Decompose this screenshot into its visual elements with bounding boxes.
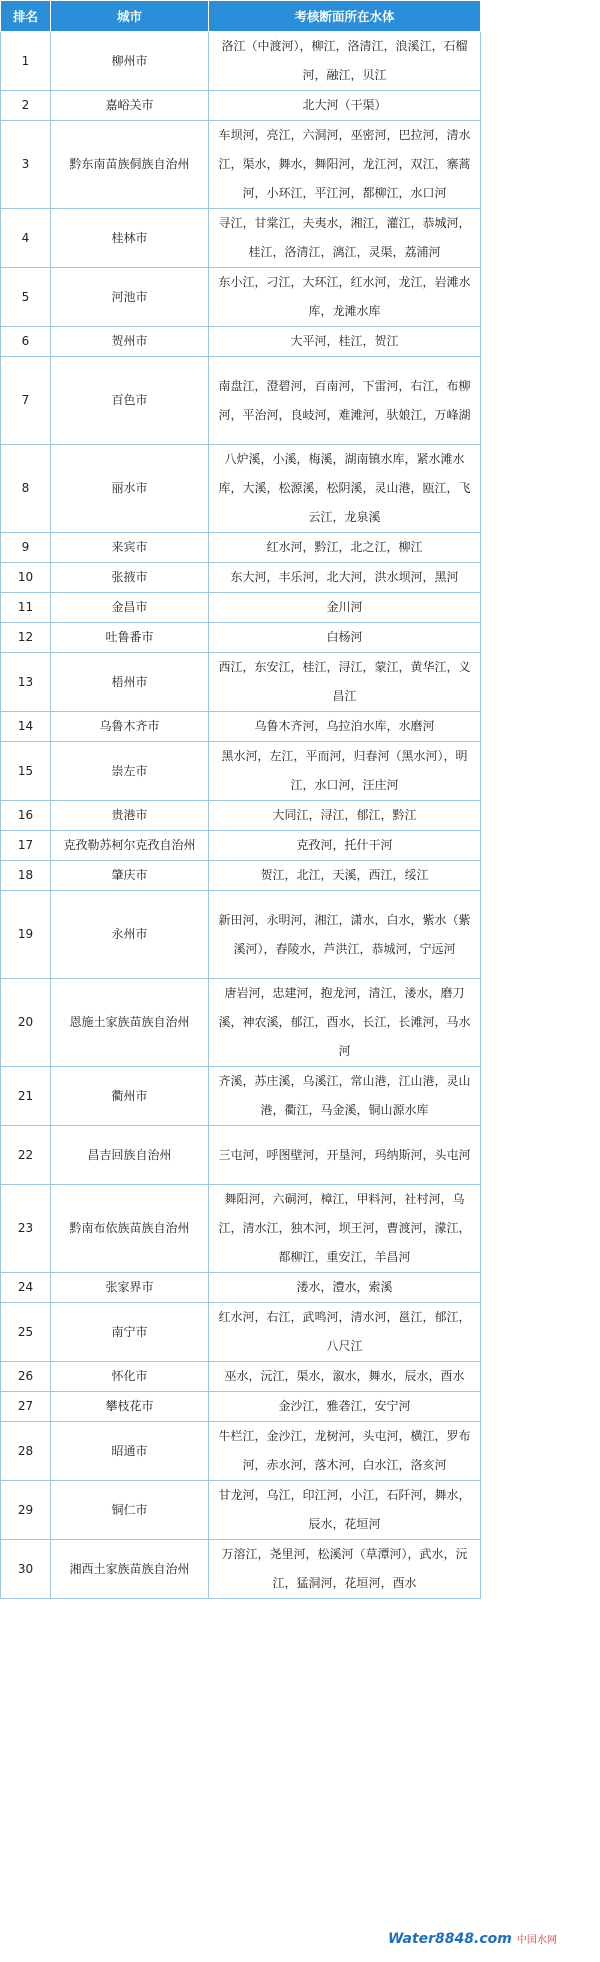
water-cell: 寻江，甘棠江，夫夷水，湘江，灌江，恭城河，桂江，洛清江，漓江，灵渠，荔浦河	[209, 209, 481, 268]
header-water: 考核断面所在水体	[209, 1, 481, 32]
city-cell: 黔南布依族苗族自治州	[51, 1185, 209, 1273]
table-body	[1, 32, 481, 1599]
rank-cell: 3	[1, 121, 51, 209]
water-cell: 万溶江，尧里河，松溪河（草潭河），武水，沅江，猛洞河，花垣河，酉水	[209, 1540, 481, 1599]
rank-cell: 15	[1, 742, 51, 801]
water-cell: 车坝河，亮江，六洞河，巫密河，巴拉河，清水江，渠水，舞水，舞阳河，龙江河，双江，寨蒿河，小环江，平江河，都柳江，水口河	[209, 121, 481, 209]
rank-cell: 28	[1, 1422, 51, 1481]
table-row	[1, 1303, 481, 1362]
table-row	[1, 891, 481, 979]
table-row	[1, 653, 481, 712]
city-cell: 黔东南苗族侗族自治州	[51, 121, 209, 209]
water-cell: 乌鲁木齐河，乌拉泊水库，水磨河	[209, 712, 481, 742]
rank-cell: 6	[1, 327, 51, 357]
city-cell: 河池市	[51, 268, 209, 327]
city-cell: 梧州市	[51, 653, 209, 712]
table-row	[1, 1392, 481, 1422]
water-cell: 红水河，右江，武鸣河，清水河，邕江，郁江，八尺江	[209, 1303, 481, 1362]
table-row	[1, 121, 481, 209]
water-cell: 新田河，永明河，湘江，潇水，白水，紫水（紫溪河），舂陵水，芦洪江，恭城河，宁远河	[209, 891, 481, 979]
city-cell: 张家界市	[51, 1273, 209, 1303]
table-row	[1, 1481, 481, 1540]
water-cell: 唐岩河，忠建河，抱龙河，清江，溇水，磨刀溪，神农溪，郁江，酉水，长江，长滩河，马水河	[209, 979, 481, 1067]
city-cell: 百色市	[51, 357, 209, 445]
water-cell: 红水河，黔江，北之江，柳江	[209, 533, 481, 563]
water-cell: 大平河，桂江，贺江	[209, 327, 481, 357]
city-cell: 昭通市	[51, 1422, 209, 1481]
rank-cell: 18	[1, 861, 51, 891]
water-cell: 大同江，浔江，郁江，黔江	[209, 801, 481, 831]
rank-cell: 2	[1, 91, 51, 121]
water-cell: 牛栏江，金沙江，龙树河，头屯河，横江，罗布河，赤水河，落木河，白水江，洛亥河	[209, 1422, 481, 1481]
rank-cell: 12	[1, 623, 51, 653]
table-header-row	[1, 1, 481, 32]
city-cell: 乌鲁木齐市	[51, 712, 209, 742]
table-row	[1, 801, 481, 831]
rank-cell: 23	[1, 1185, 51, 1273]
city-cell: 嘉峪关市	[51, 91, 209, 121]
header-city: 城市	[51, 1, 209, 32]
city-cell: 张掖市	[51, 563, 209, 593]
table-row	[1, 32, 481, 91]
table-row	[1, 831, 481, 861]
watermark-logo	[388, 1928, 557, 1947]
rank-cell: 27	[1, 1392, 51, 1422]
rank-cell: 26	[1, 1362, 51, 1392]
table-row	[1, 1067, 481, 1126]
table-row	[1, 1273, 481, 1303]
rank-cell: 13	[1, 653, 51, 712]
city-cell: 贵港市	[51, 801, 209, 831]
rank-cell: 7	[1, 357, 51, 445]
table-row	[1, 357, 481, 445]
city-cell: 贺州市	[51, 327, 209, 357]
water-cell: 黑水河，左江，平而河，归春河（黑水河），明江，水口河，汪庄河	[209, 742, 481, 801]
rank-cell: 30	[1, 1540, 51, 1599]
table-row	[1, 209, 481, 268]
watermark-main: Water8848.com	[388, 1931, 512, 1947]
rank-cell: 14	[1, 712, 51, 742]
water-cell: 甘龙河，乌江，印江河，小江，石阡河，舞水，辰水，花垣河	[209, 1481, 481, 1540]
table-row	[1, 861, 481, 891]
city-cell: 南宁市	[51, 1303, 209, 1362]
city-cell: 昌吉回族自治州	[51, 1126, 209, 1185]
city-cell: 桂林市	[51, 209, 209, 268]
rank-cell: 8	[1, 445, 51, 533]
table-row	[1, 742, 481, 801]
city-cell: 恩施土家族苗族自治州	[51, 979, 209, 1067]
table-row	[1, 712, 481, 742]
water-cell: 舞阳河，六硐河，樟江，甲料河，社村河，乌江，清水江，独木河，坝王河，曹渡河，濛江，都柳江，重安江，羊昌河	[209, 1185, 481, 1273]
table-row	[1, 1540, 481, 1599]
rank-cell: 1	[1, 32, 51, 91]
city-cell: 湘西土家族苗族自治州	[51, 1540, 209, 1599]
water-cell: 洛江（中渡河），柳江，洛清江，浪溪江，石榴河，融江，贝江	[209, 32, 481, 91]
rank-cell: 4	[1, 209, 51, 268]
water-cell: 贺江，北江，天溪，西江，绥江	[209, 861, 481, 891]
rank-cell: 5	[1, 268, 51, 327]
table-row	[1, 623, 481, 653]
city-cell: 肇庆市	[51, 861, 209, 891]
header-rank: 排名	[1, 1, 51, 32]
rank-cell: 9	[1, 533, 51, 563]
water-cell: 南盘江，澄碧河，百南河，下雷河，右江，布柳河，平治河，良岐河，难滩河，驮娘江，万峰湖	[209, 357, 481, 445]
table-row	[1, 593, 481, 623]
table-row	[1, 1185, 481, 1273]
city-cell: 克孜勒苏柯尔克孜自治州	[51, 831, 209, 861]
water-cell: 溇水，澧水，索溪	[209, 1273, 481, 1303]
table-row	[1, 91, 481, 121]
table-row	[1, 1422, 481, 1481]
water-cell: 金沙江，雅砻江，安宁河	[209, 1392, 481, 1422]
table-row	[1, 445, 481, 533]
water-cell: 东大河，丰乐河，北大河，洪水坝河，黑河	[209, 563, 481, 593]
water-cell: 齐溪，苏庄溪，乌溪江，常山港，江山港，灵山港，衢江，马金溪，铜山源水库	[209, 1067, 481, 1126]
city-cell: 永州市	[51, 891, 209, 979]
rank-cell: 24	[1, 1273, 51, 1303]
table-row	[1, 327, 481, 357]
city-cell: 怀化市	[51, 1362, 209, 1392]
table-row	[1, 979, 481, 1067]
city-cell: 金昌市	[51, 593, 209, 623]
water-cell: 西江，东安江，桂江，浔江，蒙江，黄华江，义昌江	[209, 653, 481, 712]
water-cell: 克孜河，托什干河	[209, 831, 481, 861]
rank-cell: 20	[1, 979, 51, 1067]
table-row	[1, 1362, 481, 1392]
table-row	[1, 1126, 481, 1185]
city-cell: 丽水市	[51, 445, 209, 533]
rank-cell: 11	[1, 593, 51, 623]
water-cell: 八炉溪，小溪，梅溪，湖南镇水库，紧水滩水库，大溪，松源溪，松阴溪，灵山港，瓯江，飞云江，龙泉溪	[209, 445, 481, 533]
city-cell: 来宾市	[51, 533, 209, 563]
rank-cell: 17	[1, 831, 51, 861]
water-cell: 金川河	[209, 593, 481, 623]
city-cell: 攀枝花市	[51, 1392, 209, 1422]
table-row	[1, 268, 481, 327]
city-cell: 铜仁市	[51, 1481, 209, 1540]
rank-cell: 19	[1, 891, 51, 979]
rank-cell: 25	[1, 1303, 51, 1362]
table-row	[1, 533, 481, 563]
water-cell: 巫水，沅江，渠水，溆水，舞水，辰水，酉水	[209, 1362, 481, 1392]
rank-cell: 22	[1, 1126, 51, 1185]
water-cell: 北大河（干渠）	[209, 91, 481, 121]
city-cell: 柳州市	[51, 32, 209, 91]
city-cell: 吐鲁番市	[51, 623, 209, 653]
water-cell: 白杨河	[209, 623, 481, 653]
rank-cell: 29	[1, 1481, 51, 1540]
rank-cell: 16	[1, 801, 51, 831]
watermark-sub: 中国水网	[516, 1935, 557, 1946]
water-cell: 东小江，刁江，大环江，红水河，龙江，岩滩水库，龙滩水库	[209, 268, 481, 327]
table-row	[1, 563, 481, 593]
city-cell: 崇左市	[51, 742, 209, 801]
water-cell: 三屯河，呼图壁河，开垦河，玛纳斯河，头屯河	[209, 1126, 481, 1185]
rank-cell: 21	[1, 1067, 51, 1126]
city-cell: 衢州市	[51, 1067, 209, 1126]
rank-cell: 10	[1, 563, 51, 593]
